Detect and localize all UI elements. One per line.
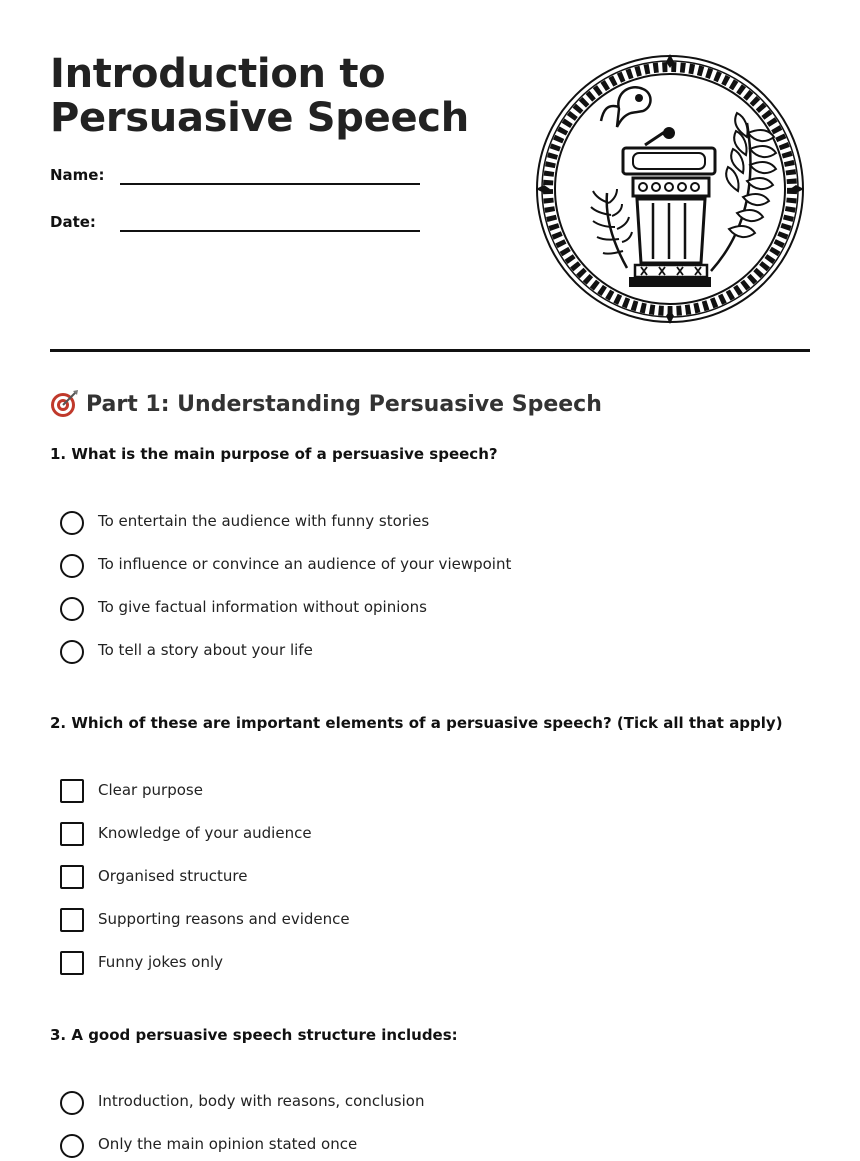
q3-option-1[interactable] [60, 1090, 760, 1116]
radio-button[interactable] [60, 1134, 84, 1158]
radio-button[interactable] [60, 597, 84, 621]
q2-option-2[interactable] [60, 822, 760, 848]
title-line-1: Introduction to [50, 51, 386, 97]
section-title-part-1 [50, 388, 602, 420]
date-label: Date: [50, 213, 96, 231]
option-label: Clear purpose [98, 781, 203, 799]
q2-option-3[interactable] [60, 865, 760, 891]
q2-option-1[interactable] [60, 779, 760, 805]
option-label: To give factual information without opinions [98, 598, 427, 616]
q1-option-3[interactable] [60, 596, 760, 622]
radio-button[interactable] [60, 1091, 84, 1115]
header-divider [50, 349, 810, 352]
section-title-text: Part 1: Understanding Persuasive Speech [86, 392, 602, 417]
q1-option-4[interactable] [60, 639, 760, 665]
option-label: Supporting reasons and evidence [98, 910, 350, 928]
worksheet-title [50, 52, 469, 140]
checkbox[interactable] [60, 779, 84, 803]
checkbox[interactable] [60, 908, 84, 932]
date-input-line[interactable] [120, 230, 420, 232]
option-label: Funny jokes only [98, 953, 224, 971]
option-label: Introduction, body with reasons, conclusion [98, 1092, 425, 1110]
option-label: Only the main opinion stated once [98, 1135, 358, 1153]
option-label: To tell a story about your life [98, 641, 313, 659]
question-1: 1. What is the main purpose of a persuasive speech? [50, 445, 498, 463]
radio-button[interactable] [60, 640, 84, 664]
date-field[interactable] [50, 212, 420, 242]
q1-option-1[interactable] [60, 510, 760, 536]
title-line-2: Persuasive Speech [50, 95, 469, 141]
q2-option-4[interactable] [60, 908, 760, 934]
q3-option-2[interactable] [60, 1133, 760, 1159]
q1-option-2[interactable] [60, 553, 760, 579]
option-label: To influence or convince an audience of your viewpoint [98, 555, 512, 573]
checkbox[interactable] [60, 822, 84, 846]
name-input-line[interactable] [120, 183, 420, 185]
option-label: Knowledge of your audience [98, 824, 312, 842]
question-2: 2. Which of these are important elements of a persuasive speech? (Tick all that apply) [50, 714, 783, 732]
option-label: To entertain the audience with funny stories [98, 512, 430, 530]
dart-target-icon [50, 388, 80, 418]
q2-option-5[interactable] [60, 951, 760, 977]
radio-button[interactable] [60, 511, 84, 535]
podium-bird-fern-seal-icon [535, 53, 805, 325]
name-field[interactable] [50, 165, 420, 195]
checkbox[interactable] [60, 865, 84, 889]
question-3: 3. A good persuasive speech structure includes: [50, 1026, 458, 1044]
option-label: Organised structure [98, 867, 248, 885]
checkbox[interactable] [60, 951, 84, 975]
radio-button[interactable] [60, 554, 84, 578]
name-label: Name: [50, 166, 105, 184]
